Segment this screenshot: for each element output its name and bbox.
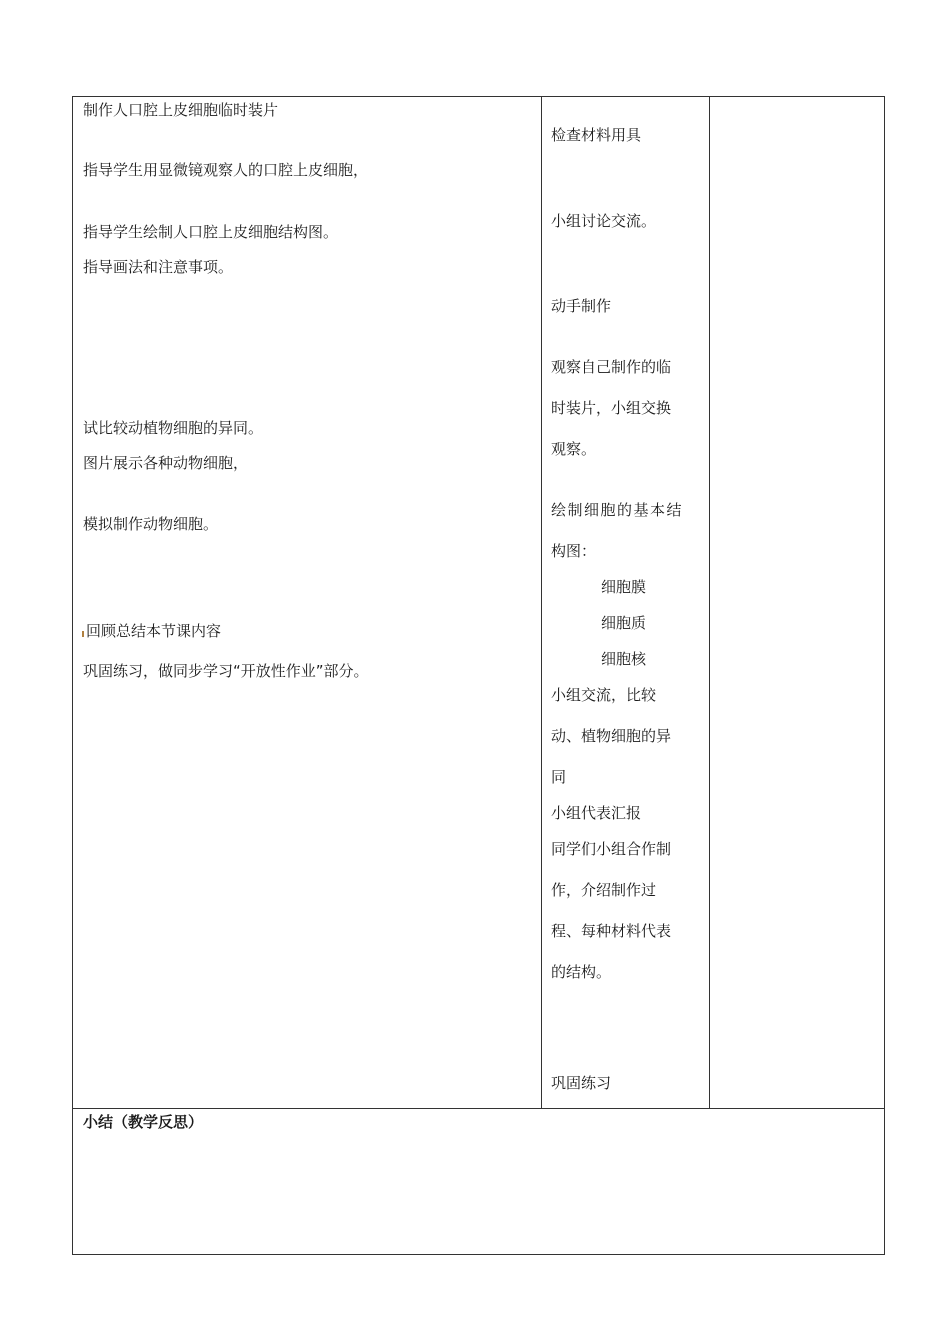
mid-line-15: 小组代表汇报 bbox=[551, 804, 642, 822]
mid-line-10: 细胞质 bbox=[601, 614, 647, 632]
summary-heading: 小结（教学反思） bbox=[83, 1113, 204, 1131]
left-line-2: 指导学生用显微镜观察人的口腔上皮细胞， bbox=[83, 161, 369, 179]
mid-line-1: 检查材料用具 bbox=[551, 126, 642, 144]
left-line-6: 图片展示各种动物细胞， bbox=[83, 454, 249, 472]
row-divider bbox=[72, 1108, 885, 1109]
left-line-4: 指导画法和注意事项。 bbox=[83, 258, 234, 276]
mid-line-13: 动、植物细胞的异 bbox=[551, 727, 672, 745]
column-divider-2 bbox=[709, 96, 710, 1108]
left-line-8: 回顾总结本节课内容 bbox=[86, 622, 222, 640]
mid-line-3: 动手制作 bbox=[551, 297, 612, 315]
left-line-1: 制作人口腔上皮细胞临时装片 bbox=[83, 101, 279, 119]
left-line-7: 模拟制作动物细胞。 bbox=[83, 515, 219, 533]
mid-line-12: 小组交流，比较 bbox=[551, 686, 657, 704]
mid-line-8: 构图： bbox=[551, 542, 597, 560]
mid-line-20: 巩固练习 bbox=[551, 1074, 612, 1092]
mid-line-2: 小组讨论交流。 bbox=[551, 212, 657, 230]
mid-line-9: 细胞膜 bbox=[601, 578, 647, 596]
mid-line-19: 的结构。 bbox=[551, 963, 612, 981]
mid-line-17: 作，介绍制作过 bbox=[551, 881, 657, 899]
mid-line-18: 程、每种材料代表 bbox=[551, 922, 672, 940]
mid-line-11: 细胞核 bbox=[601, 650, 647, 668]
mid-line-6: 观察。 bbox=[551, 440, 597, 458]
mid-line-16: 同学们小组合作制 bbox=[551, 840, 672, 858]
column-divider-1 bbox=[541, 96, 542, 1108]
mid-line-7: 绘制细胞的基本结 bbox=[551, 501, 684, 519]
left-line-3: 指导学生绘制人口腔上皮细胞结构图。 bbox=[83, 223, 339, 241]
mid-line-14: 同 bbox=[551, 768, 567, 786]
mid-line-4: 观察自己制作的临 bbox=[551, 358, 672, 376]
edit-mark bbox=[82, 631, 84, 637]
left-line-9: 巩固练习，做同步学习“开放性作业”部分。 bbox=[83, 662, 369, 680]
mid-line-5: 时装片，小组交换 bbox=[551, 399, 672, 417]
left-line-5: 试比较动植物细胞的异同。 bbox=[83, 419, 264, 437]
